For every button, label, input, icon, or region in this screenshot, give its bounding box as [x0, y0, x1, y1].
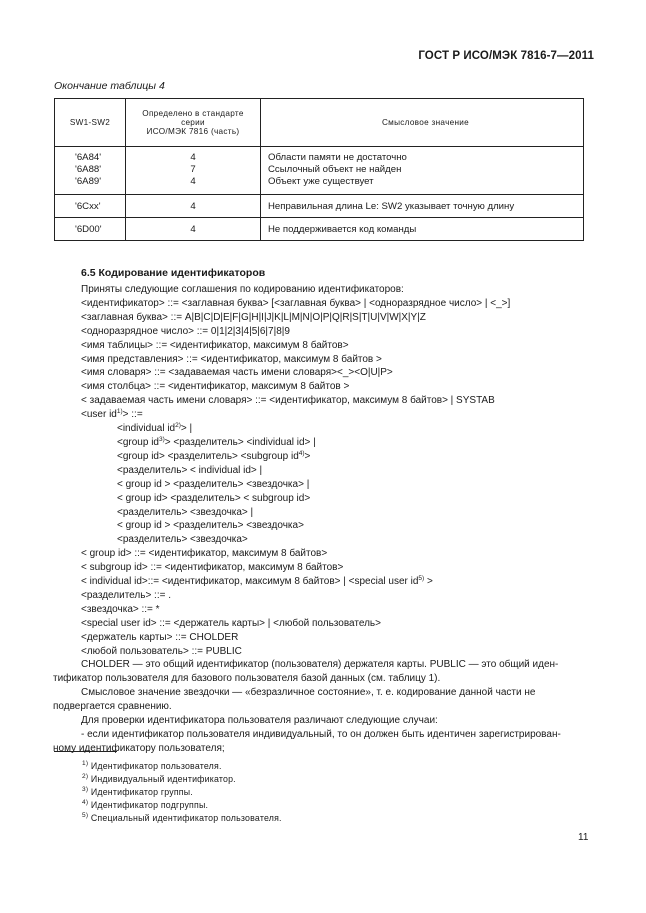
- status-code-table: [54, 98, 584, 241]
- meaning-value: Области памяти не достаточно: [268, 152, 407, 163]
- text-fragment: <group id> <разделитель> <subgroup id: [117, 450, 299, 462]
- user-id-line: <разделитель> < individual id> |: [117, 464, 263, 476]
- footnote-ref: 1): [116, 408, 123, 416]
- footnote-text: Идентификатор группы.: [90, 787, 193, 797]
- definition-line: [81, 575, 589, 589]
- table-caption: Окончание таблицы 4: [54, 80, 165, 92]
- definition-line: <держатель карты> ::= CHOLDER: [81, 631, 239, 643]
- part-value: 7: [190, 164, 196, 175]
- grammar-line: < задаваемая часть имени словаря> ::= <идентификатор, максимум 8 байтов> | SYSTAB: [81, 395, 495, 407]
- definition-line: < group id> ::= <идентификатор, максимум 8 байтов>: [81, 548, 328, 560]
- cell-parts: [126, 147, 261, 195]
- part-value: 4: [190, 152, 196, 163]
- paragraph-line: - если идентификатор пользователя индивидуальный, то он должен быть идентичен зарегистрирован-: [81, 729, 561, 740]
- footnote-ref: 3): [158, 435, 165, 443]
- grammar-line: <имя представления> ::= <идентификатор, максимум 8 байтов >: [81, 353, 382, 365]
- header-defined-line2: серии: [181, 118, 205, 127]
- header-defined-line3: ИСО/МЭК 7816 (часть): [146, 127, 240, 136]
- text-fragment: < individual id>::= <идентификатор, максимум 8 байтов> | <special user id: [81, 576, 419, 588]
- table-row: [55, 218, 584, 241]
- cell-codes: [55, 195, 126, 218]
- code-value: '6D00': [75, 223, 102, 235]
- code-value: '6A84': [75, 152, 102, 163]
- header-sw: SW1-SW2: [55, 99, 126, 147]
- paragraph-line: CHOLDER — это общий идентификатор (пользователя) держателя карты. PUBLIC — это общий иден-: [81, 659, 559, 671]
- table-header-row: [55, 99, 584, 147]
- text-fragment: <individual id: [117, 423, 176, 435]
- text-fragment: >: [304, 450, 311, 462]
- cell-codes: [55, 218, 126, 241]
- code-value: '6A88': [75, 164, 102, 175]
- footnote: [82, 812, 282, 825]
- document-header: ГОСТ Р ИСО/МЭК 7816-7—2011: [418, 50, 594, 62]
- grammar-line: <заглавная буква> ::= A|B|C|D|E|F|G|H|I|J|K|L|M|N|O|P|Q|R|S|T|U|V|W|X|Y|Z: [81, 311, 426, 323]
- user-id-line: < group id> <разделитель> < subgroup id>: [117, 492, 311, 504]
- user-id-line: [81, 436, 589, 450]
- grammar-line: <имя столбца> ::= <идентификатор, максимум 8 байтов >: [81, 381, 350, 393]
- user-id-line: <разделитель> <звездочка>: [117, 534, 248, 546]
- definition-line: <любой пользователь> ::= PUBLIC: [81, 645, 242, 657]
- definition-line: <звездочка> ::= *: [81, 603, 160, 615]
- meaning-value: Ссылочный объект не найден: [268, 164, 402, 175]
- meaning-value: Объект уже существует: [268, 176, 374, 187]
- page-number: 11: [578, 832, 589, 843]
- paragraph-line: подвергается сравнению.: [53, 701, 172, 713]
- header-meaning: Смысловое значение: [261, 99, 584, 147]
- footnote: [82, 773, 282, 786]
- header-defined-in: [126, 99, 261, 147]
- user-id-head: [81, 408, 589, 422]
- footnote-number: 5): [82, 812, 89, 819]
- section-title: 6.5 Кодирование идентификаторов: [81, 267, 266, 279]
- user-id-line: < group id > <разделитель> <звездочка> |: [117, 478, 310, 490]
- grammar-line: <идентификатор> ::= <заглавная буква> [<заглавная буква> | <одноразрядное число> | <_>]: [81, 297, 511, 309]
- text-fragment: <group id: [117, 436, 159, 448]
- meaning-value: Не поддерживается код команды: [268, 223, 417, 235]
- grammar-line: <имя таблицы> ::= <идентификатор, максимум 8 байтов>: [81, 339, 349, 351]
- footnote: [82, 799, 282, 812]
- text-fragment: > |: [180, 423, 193, 435]
- paragraph-line: ному идентификатору пользователя;: [53, 742, 225, 754]
- footnote-number: 4): [82, 799, 89, 806]
- table-row: [55, 147, 584, 195]
- code-value: '6Cxx': [75, 200, 101, 212]
- meaning-value: Неправильная длина Le: SW2 указывает точную длину: [268, 200, 515, 212]
- grammar-line: Приняты следующие соглашения по кодированию идентификаторов:: [81, 284, 404, 295]
- part-value: 4: [190, 223, 196, 235]
- footnote-number: 3): [82, 786, 89, 793]
- text-fragment: > <разделитель> <individual id> |: [164, 436, 316, 448]
- footnote-ref: 5): [418, 575, 425, 583]
- user-id-line: [81, 422, 589, 436]
- cell-parts: [126, 195, 261, 218]
- footnotes: [82, 760, 282, 825]
- definition-line: <special user id> ::= <держатель карты> | <любой пользователь>: [81, 617, 381, 629]
- footnote-ref: 2): [175, 422, 181, 430]
- definition-line: <разделитель> ::= .: [81, 589, 172, 601]
- definition-line: < subgroup id> ::= <идентификатор, максимум 8 байтов>: [81, 562, 344, 574]
- footnote-ref: 4): [298, 449, 305, 457]
- footnote-text: Идентификатор подгруппы.: [90, 800, 209, 810]
- footnote: [82, 760, 282, 773]
- text-fragment: <user id: [81, 409, 117, 421]
- footnote-text: Идентификатор пользователя.: [90, 761, 222, 771]
- footnote: [82, 786, 282, 799]
- user-id-line: < group id > <разделитель> <звездочка>: [117, 520, 304, 532]
- footnote-number: 1): [82, 760, 89, 767]
- footnote-divider: [54, 751, 117, 752]
- part-value: 4: [190, 176, 196, 187]
- part-value: 4: [190, 200, 196, 212]
- paragraph-line: Для проверки идентификатора пользователя различают следующие случаи:: [81, 715, 438, 727]
- header-defined-line1: Определено в стандарте: [142, 109, 244, 118]
- cell-parts: [126, 218, 261, 241]
- grammar-line: <одноразрядное число> ::= 0|1|2|3|4|5|6|7|8|9: [81, 325, 290, 337]
- cell-meanings: [261, 195, 584, 218]
- cell-meanings: [261, 218, 584, 241]
- user-id-line: [81, 450, 589, 464]
- paragraph-line: Смысловое значение звездочки — «безразличное состояние», т. е. кодирование данной части не: [81, 687, 536, 699]
- code-value: '6A89': [75, 176, 102, 187]
- paragraph-line: тификатор пользователя для базового пользователя базой данных (см. таблицу 1).: [53, 673, 441, 685]
- text-fragment: >: [424, 576, 433, 588]
- user-id-line: <разделитель> <звездочка> |: [117, 506, 254, 518]
- section-body: [53, 283, 589, 756]
- footnote-text: Специальный идентификатор пользователя.: [90, 813, 282, 823]
- table-row: [55, 195, 584, 218]
- footnote-text: Индивидуальный идентификатор.: [90, 774, 236, 784]
- cell-meanings: [261, 147, 584, 195]
- grammar-line: <имя словаря> ::= <задаваемая часть имени словаря><_><O|U|P>: [81, 367, 393, 379]
- footnote-number: 2): [82, 773, 89, 780]
- text-fragment: > ::=: [122, 409, 143, 421]
- cell-codes: [55, 147, 126, 195]
